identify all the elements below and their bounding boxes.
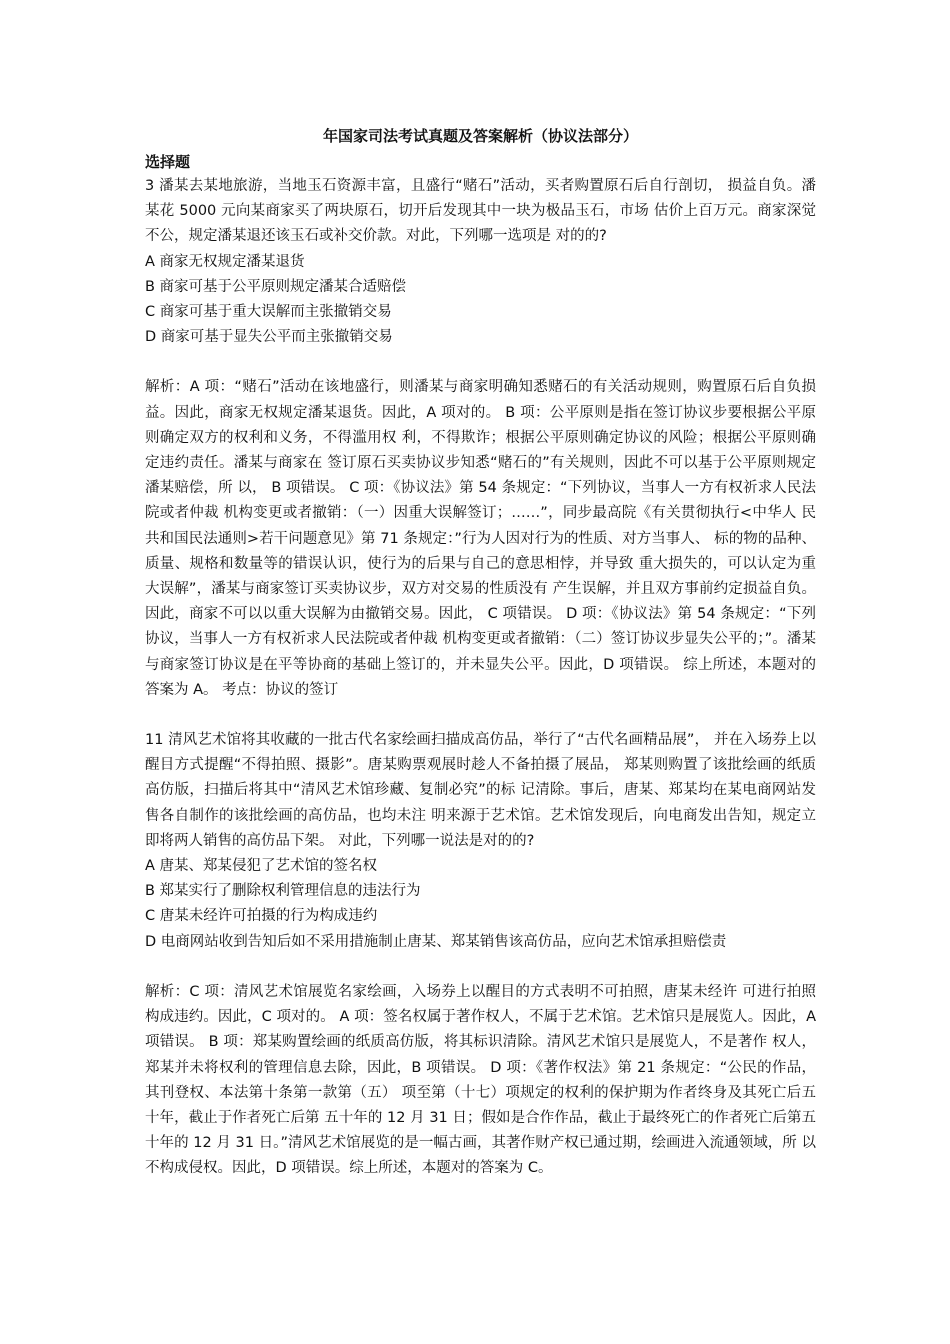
document-title: 年国家司法考试真题及答案解析（协议法部分） bbox=[322, 127, 638, 145]
question-option-a: A 商家无权规定潘某退货 bbox=[145, 253, 305, 270]
analysis-text: 解析：A 项：“赌石”活动在该地盛行，则潘某与商家明确知悉赌石的有关活动规则，购置原石后自负损益。因此，商家无权规定潘某退货。因此，A 项对的。 B 项：公平原则是指在签订协议步要根据公平原则确定双方的权利和义务，不得滥用权 利，不得欺诈；根据公平原则确定协议的风险；根据公平原则确定违约责任。潘某与商家在 签订原石买卖协议步知悉“赌石的”有关规则，因此不可以基于公平原则规定潘某赔偿，所 以， B 项错误。 C 项：《协议法》第 54 条规定：“下列协议，当事人一方有权祈求人民法院或者仲裁 机构变更或者撤销：（一）因重大误解签订；……”，同步最高院《有关贯彻执行<中华人 民共和国民法通则>若干问题意见》第 71 条规定：”行为人因对行为的性质、对方当事人、 标的物的品种、质量、规格和数量等的错误认识，使行为的后果与自己的意思相悖，并导致 重大损失的，可以认定为重大误解”，潘某与商家签订买卖协议步，双方对交易的性质没有 产生误解，并且双方事前约定损益自负。因此，商家不可以以重大误解为由撤销交易。因此， C 项错误。 D 项：《协议法》第 54 条规定：“下列协议，当事人一方有权祈求人民法院或者仲裁 机构变更或者撤销：（二）签订协议步显失公平的；”。潘某与商家签订协议是在平等协商的基础上签订的，并未显失公平。因此，D 项错误。 综上所述，本题对的答案为 A。 考点：协议的签订 bbox=[145, 379, 816, 698]
analysis-3 bbox=[145, 375, 816, 703]
question-option-d: D 电商网站收到告知后如不采用措施制止唐某、郑某销售该高仿品，应向艺术馆承担赔偿责 bbox=[145, 933, 727, 950]
analysis-11 bbox=[145, 980, 816, 1182]
paragraph-spacer bbox=[145, 955, 816, 980]
analysis-text: 解析：C 项：清风艺术馆展览名家绘画，入场券上以醒目的方式表明不可拍照，唐某未经许 可进行拍照构成违约。因此，C 项对的。 A 项：签名权属于著作权人，不属于艺术馆。艺术馆只是展览人。因此，A 项错误。 B 项：郑某购置绘画的纸质高仿版，将其标识清除。清风艺术馆只是展览人，不是著作 权人，郑某并未将权利的管理信息去除，因此，B 项错误。 D 项：《著作权法》第 21 条规定：“公民的作品，其刊登权、本法第十条第一款第（五） 项至第（十七）项规定的权利的保护期为作者终身及其死亡后五十年，截止于作者死亡后第 五十年的 12 月 31 日；假如是合作作品，截止于最终死亡的作者死亡后第五十年的 12 月 31 日。”清风艺术馆展览的是一幅古画，其著作财产权已通过期，绘画进入流通领域，所 以不构成侵权。因此，D 项错误。综上所述，本题对的答案为 C。 bbox=[145, 983, 816, 1177]
question-option-c: C 唐某未经许可拍摄的行为构成违约 bbox=[145, 908, 378, 925]
question-option-c: C 商家可基于重大误解而主张撤销交易 bbox=[145, 304, 392, 321]
question-11 bbox=[145, 728, 816, 955]
question-option-d: D 商家可基于显失公平而主张撤销交易 bbox=[145, 329, 393, 346]
paragraph-spacer bbox=[145, 703, 816, 728]
question-stem: 3 潘某去某地旅游，当地玉石资源丰富，且盛行“赌石”活动，买者购置原石后自行剖切， 损益自负。潘某花 5000 元向某商家买了两块原石，切开后发现其中一块为极品玉石，市场 估价上百万元。商家深觉不公，规定潘某退还该玉石或补交价款。对此，下列哪一选项是 对的的? bbox=[145, 178, 816, 245]
question-option-b: B 郑某实行了删除权利管理信息的违法行为 bbox=[145, 883, 421, 900]
question-3 bbox=[145, 174, 816, 350]
paragraph-spacer bbox=[145, 350, 816, 375]
question-option-a: A 唐某、郑某侵犯了艺术馆的签名权 bbox=[145, 858, 378, 875]
section-heading: 选择题 bbox=[145, 153, 191, 171]
question-option-b: B 商家可基于公平原则规定潘某合适赔偿 bbox=[145, 278, 407, 295]
question-stem: 11 清风艺术馆将其收藏的一批古代名家绘画扫描成高仿品，举行了“古代名画精品展”， 并在入场券上以醒目方式提醒“不得拍照、摄影”。唐某购票观展时趁人不备拍摄了展品， 郑某则购置了该批绘画的纸质高仿版，扫描后将其中“清风艺术馆珍藏、复制必究”的标 记清除。事后，唐某、郑某均在某电商网站发售各自制作的该批绘画的高仿品，也均未注 明来源于艺术馆。艺术馆发现后，向电商发出告知，规定立即将两人销售的高仿品下架。 对此，下列哪一说法是对的的? bbox=[145, 732, 816, 849]
